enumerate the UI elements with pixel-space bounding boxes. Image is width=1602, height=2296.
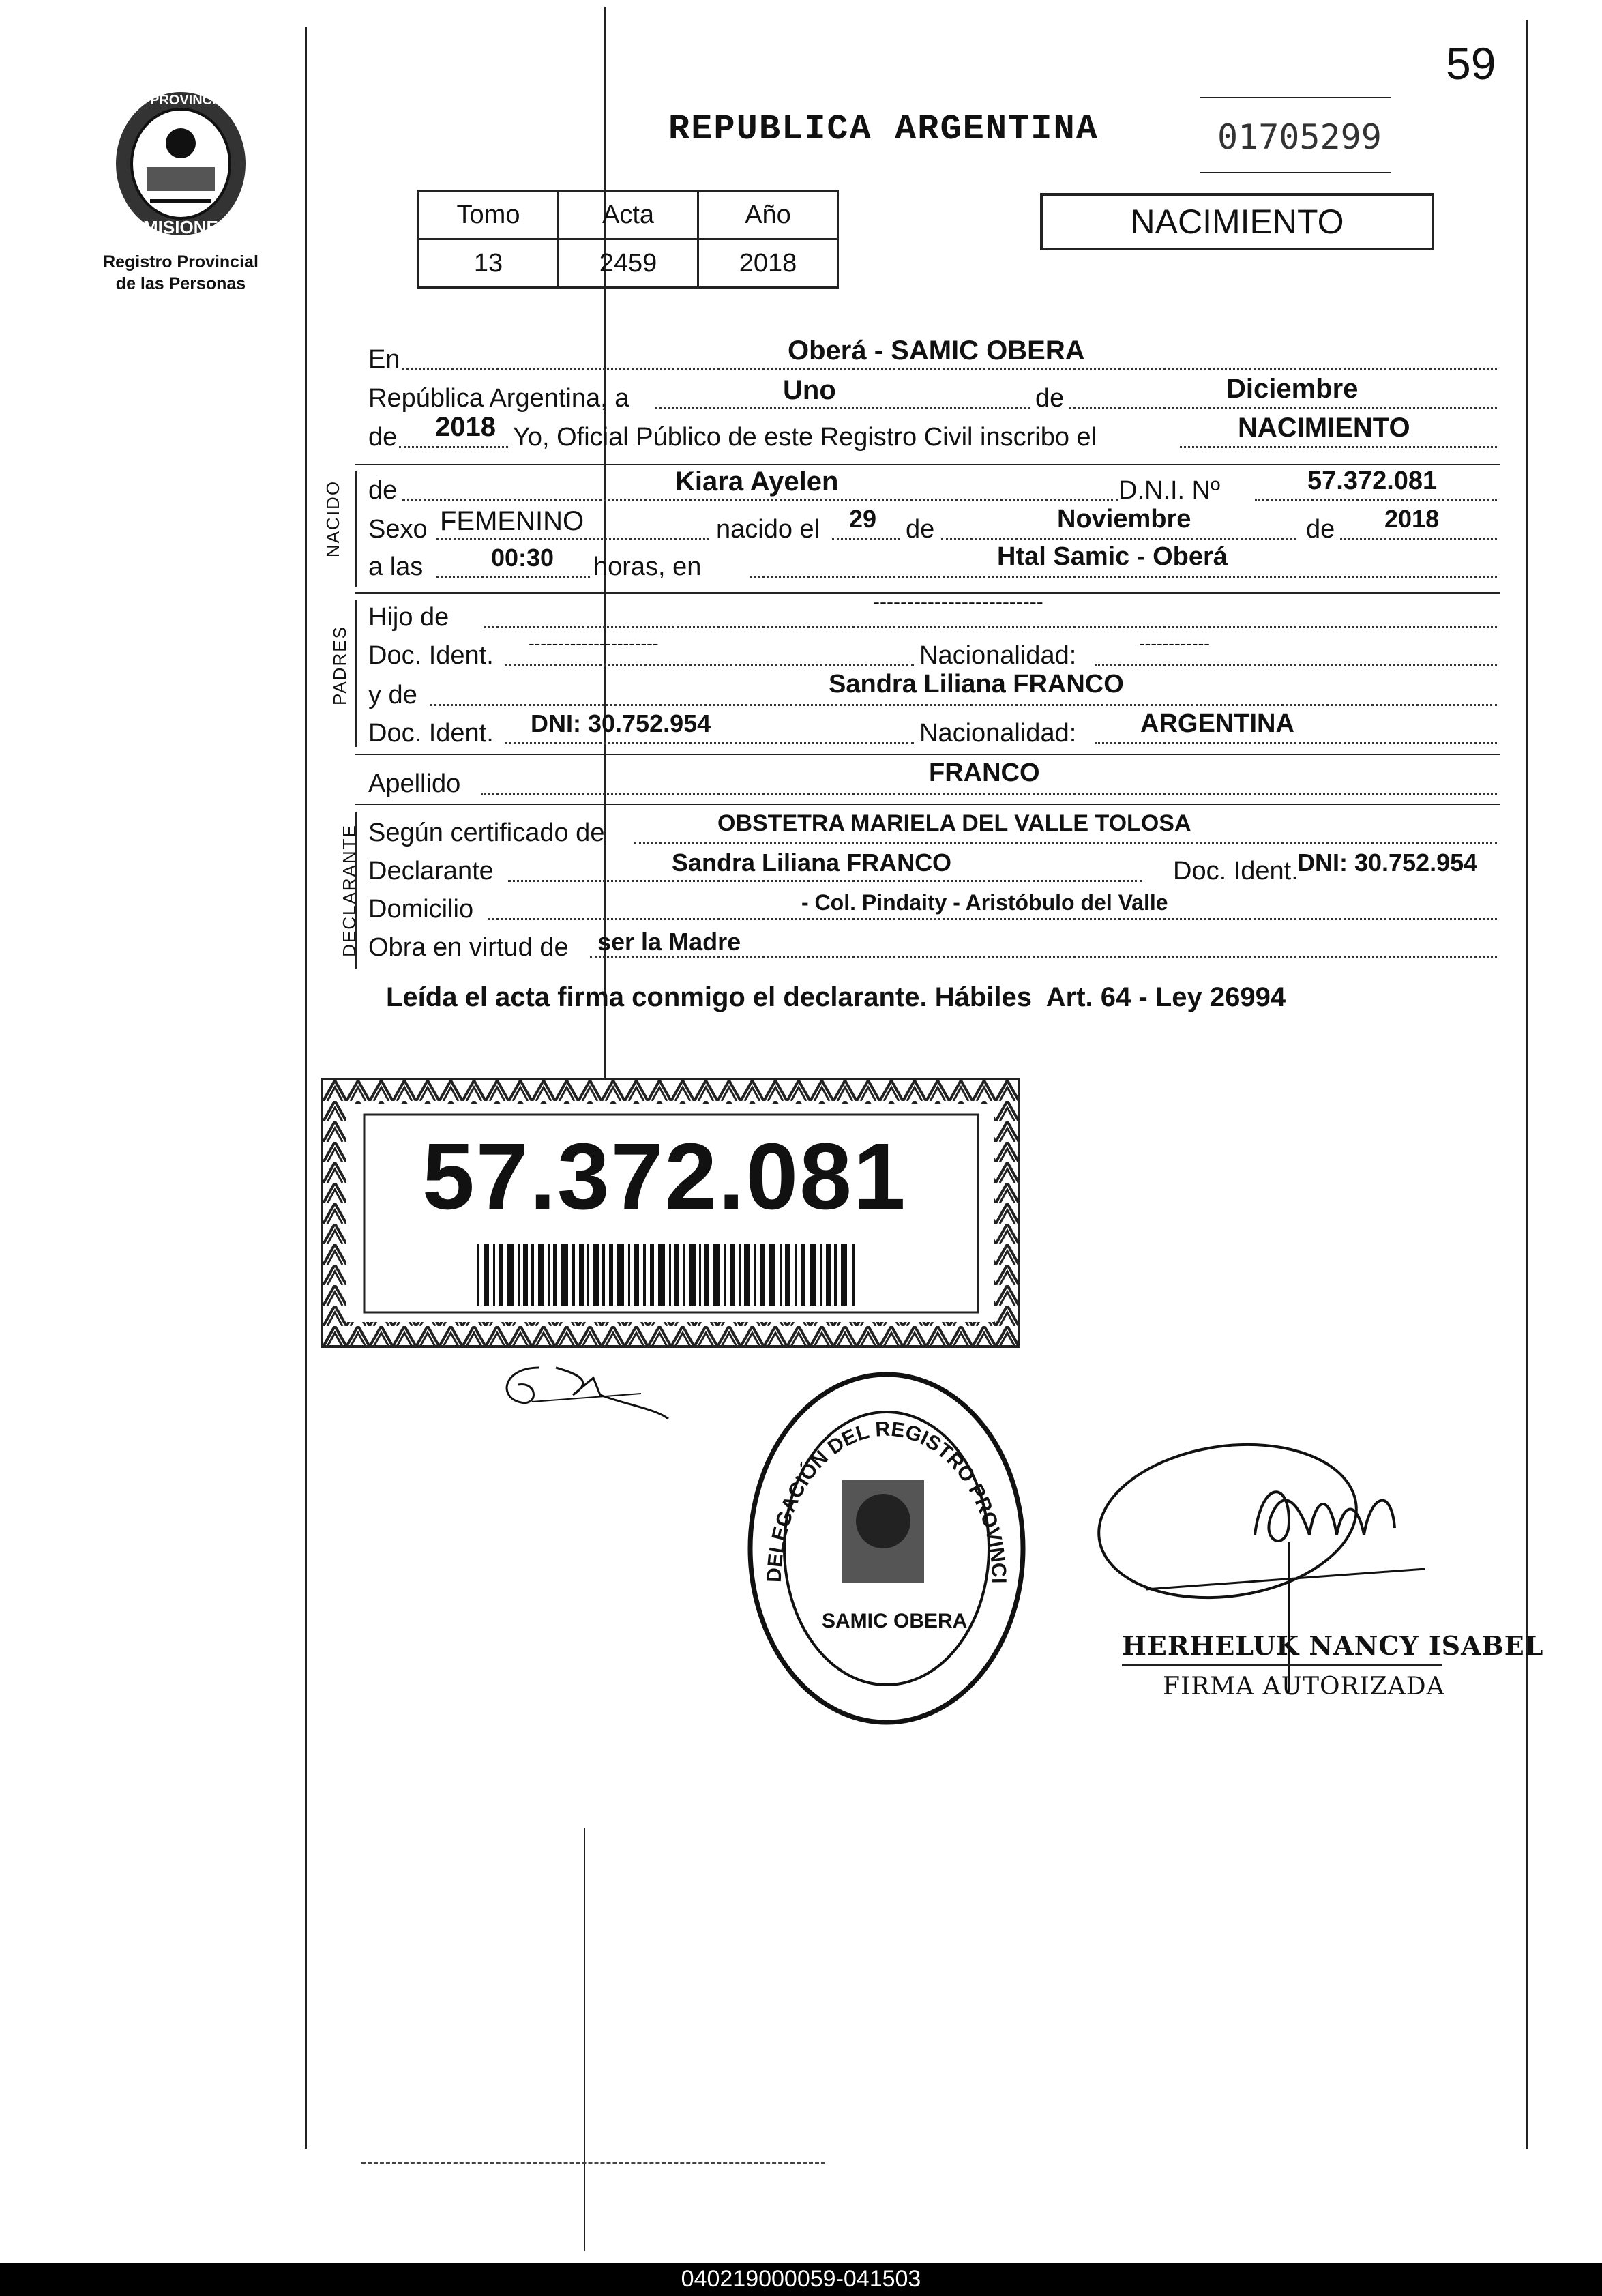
padres-bracket	[355, 600, 357, 747]
label-doc-mother: Doc. Ident.	[368, 719, 494, 748]
dots-bday	[832, 538, 900, 540]
label-en: En	[368, 345, 400, 374]
seal-top-text: PROVINCIA DE	[150, 93, 248, 108]
father-doc: ----------------------	[529, 633, 659, 653]
dots-place	[402, 368, 1497, 370]
id-label-number: 57.372.081	[422, 1124, 907, 1229]
registration-year: 2018	[435, 412, 496, 442]
dots-hospital	[750, 576, 1497, 578]
signatory-rule	[1122, 1664, 1442, 1666]
side-label-padres: PADRES	[329, 625, 350, 705]
side-label-nacido: NACIDO	[323, 480, 344, 558]
id-label	[321, 1078, 1020, 1348]
dots-obra	[590, 956, 1497, 958]
left-margin-line	[305, 27, 307, 2149]
dots-day	[655, 407, 1030, 409]
mother-doc: DNI: 30.752.954	[531, 709, 711, 737]
label-obra: Obra en virtud de	[368, 933, 569, 962]
serial-bottom-rule	[1200, 172, 1391, 173]
registration-day: Uno	[783, 375, 836, 405]
dots-month	[1069, 407, 1497, 409]
dots-nac-father	[1095, 664, 1497, 666]
label-a-las: a las	[368, 553, 424, 581]
center-fold-line-lower	[584, 1828, 585, 2251]
barcode	[477, 1244, 859, 1306]
tomo-header: Tomo	[419, 191, 559, 239]
official-stamp	[740, 1364, 1033, 1733]
label-oficial: Yo, Oficial Público de este Registro Civil inscribo el	[513, 423, 1097, 452]
label-de-bmonth: de	[906, 515, 935, 544]
section-rule-1	[355, 464, 1500, 465]
label-sexo: Sexo	[368, 515, 428, 544]
label-de-year: de	[368, 423, 398, 452]
label-segun-certificado: Según certificado de	[368, 819, 605, 847]
dots-bmonth	[941, 538, 1296, 540]
label-declarante: Declarante	[368, 857, 494, 885]
father-nationality: ------------	[1139, 633, 1210, 653]
bottom-scan-artifact	[361, 2162, 825, 2164]
acta-value: 2459	[559, 239, 698, 288]
dots-name	[402, 499, 1118, 501]
label-republica: República Argentina, a	[368, 384, 629, 413]
birth-place: Oberá - SAMIC OBERA	[788, 336, 1085, 366]
provincial-seal-logo	[109, 89, 252, 246]
dots-cert	[634, 842, 1497, 844]
child-sex: FEMENINO	[440, 506, 584, 536]
label-hijo-de: Hijo de	[368, 603, 449, 632]
surname: FRANCO	[929, 759, 1040, 787]
label-doc-ident: Doc. Ident.	[1173, 857, 1299, 885]
dots-sexo	[436, 538, 709, 540]
serial-top-rule	[1200, 97, 1391, 98]
label-horas-en: horas, en	[593, 553, 702, 581]
registry-name-line1: Registro Provincial	[103, 252, 258, 271]
ano-header: Año	[698, 191, 838, 239]
label-nac-mother: Nacionalidad:	[919, 719, 1077, 748]
dots-mother	[430, 704, 1497, 706]
dots-byear	[1340, 538, 1497, 540]
dots-apellido	[481, 793, 1497, 795]
label-de-byear: de	[1306, 515, 1335, 544]
child-dni: 57.372.081	[1307, 467, 1438, 495]
dots-declarante	[508, 880, 1142, 882]
label-apellido: Apellido	[368, 769, 461, 798]
birth-time: 00:30	[491, 544, 554, 572]
right-margin-line	[1526, 20, 1528, 2149]
dots-doc-father	[505, 664, 914, 666]
father-name: -------------------------	[873, 591, 1043, 613]
side-label-declarante: DECLARANTE	[338, 824, 359, 957]
dots-father	[484, 626, 1497, 628]
birth-year: 2018	[1384, 505, 1440, 533]
footer-bar	[0, 2263, 1602, 2296]
label-y-de: y de	[368, 681, 417, 709]
act-type-box: NACIMIENTO	[1040, 193, 1434, 250]
label-doc-father: Doc. Ident.	[368, 641, 494, 670]
center-fold-line	[604, 7, 606, 1078]
country-title: REPUBLICA ARGENTINA	[668, 109, 1099, 149]
acta-header: Acta	[559, 191, 698, 239]
dots-time	[436, 576, 590, 578]
ano-value: 2018	[698, 239, 838, 288]
dots-nac-mother	[1095, 742, 1497, 744]
birth-hospital: Htal Samic - Oberá	[997, 542, 1228, 571]
dots-year	[399, 446, 508, 448]
signatory-title: FIRMA AUTORIZADA	[1163, 1673, 1445, 1701]
serial-number: 01705299	[1217, 117, 1382, 157]
stamp-center-text: SAMIC OBERA	[822, 1610, 968, 1632]
declarant-address: - Col. Pindaity - Aristóbulo del Valle	[801, 890, 1168, 915]
dots-doc-mother	[505, 742, 914, 744]
label-dni: D.N.I. Nº	[1118, 476, 1220, 505]
birth-day: 29	[849, 505, 877, 533]
footer-document-code: 040219000059-041503	[681, 2266, 921, 2292]
section-rule-4	[355, 804, 1500, 805]
label-domicilio: Domicilio	[368, 895, 474, 924]
nacido-bracket	[355, 471, 357, 587]
signatory-name: HERHELUK NANCY ISABEL	[1122, 1630, 1544, 1661]
label-nac-father: Nacionalidad:	[919, 641, 1077, 670]
declarant-name: Sandra Liliana FRANCO	[672, 849, 952, 877]
act-inscribed: NACIMIENTO	[1238, 413, 1410, 443]
declarant-signature	[491, 1354, 689, 1429]
dots-domicilio	[488, 918, 1497, 920]
section-rule-3	[355, 754, 1500, 755]
seal-bottom-text: MISIONES	[143, 217, 231, 237]
dots-act	[1180, 446, 1497, 448]
dots-dni	[1255, 499, 1497, 501]
closing-statement: Leída el acta firma conmigo el declarante. Hábiles Art. 64 - Ley 26994	[386, 982, 1286, 1012]
tomo-value: 13	[419, 239, 559, 288]
certificate-issuer: OBSTETRA MARIELA DEL VALLE TOLOSA	[717, 810, 1191, 836]
label-de-name: de	[368, 476, 398, 505]
record-table	[417, 190, 839, 289]
declarant-relation: ser la Madre	[597, 928, 741, 956]
child-name: Kiara Ayelen	[675, 467, 839, 497]
registration-month: Diciembre	[1226, 374, 1359, 404]
registry-name-line2: de las Personas	[115, 274, 246, 293]
label-nacido-el: nacido el	[716, 515, 820, 544]
declarant-doc: DNI: 30.752.954	[1297, 849, 1478, 877]
label-de-month: de	[1035, 384, 1065, 413]
stamp-ring-text: DELEGACIÓN DEL REGISTRO PROVINCI	[762, 1417, 1011, 1584]
page-number: 59	[1446, 38, 1496, 89]
mother-name: Sandra Liliana FRANCO	[829, 670, 1124, 698]
birth-month: Noviembre	[1057, 505, 1191, 533]
mother-nationality: ARGENTINA	[1140, 709, 1294, 738]
